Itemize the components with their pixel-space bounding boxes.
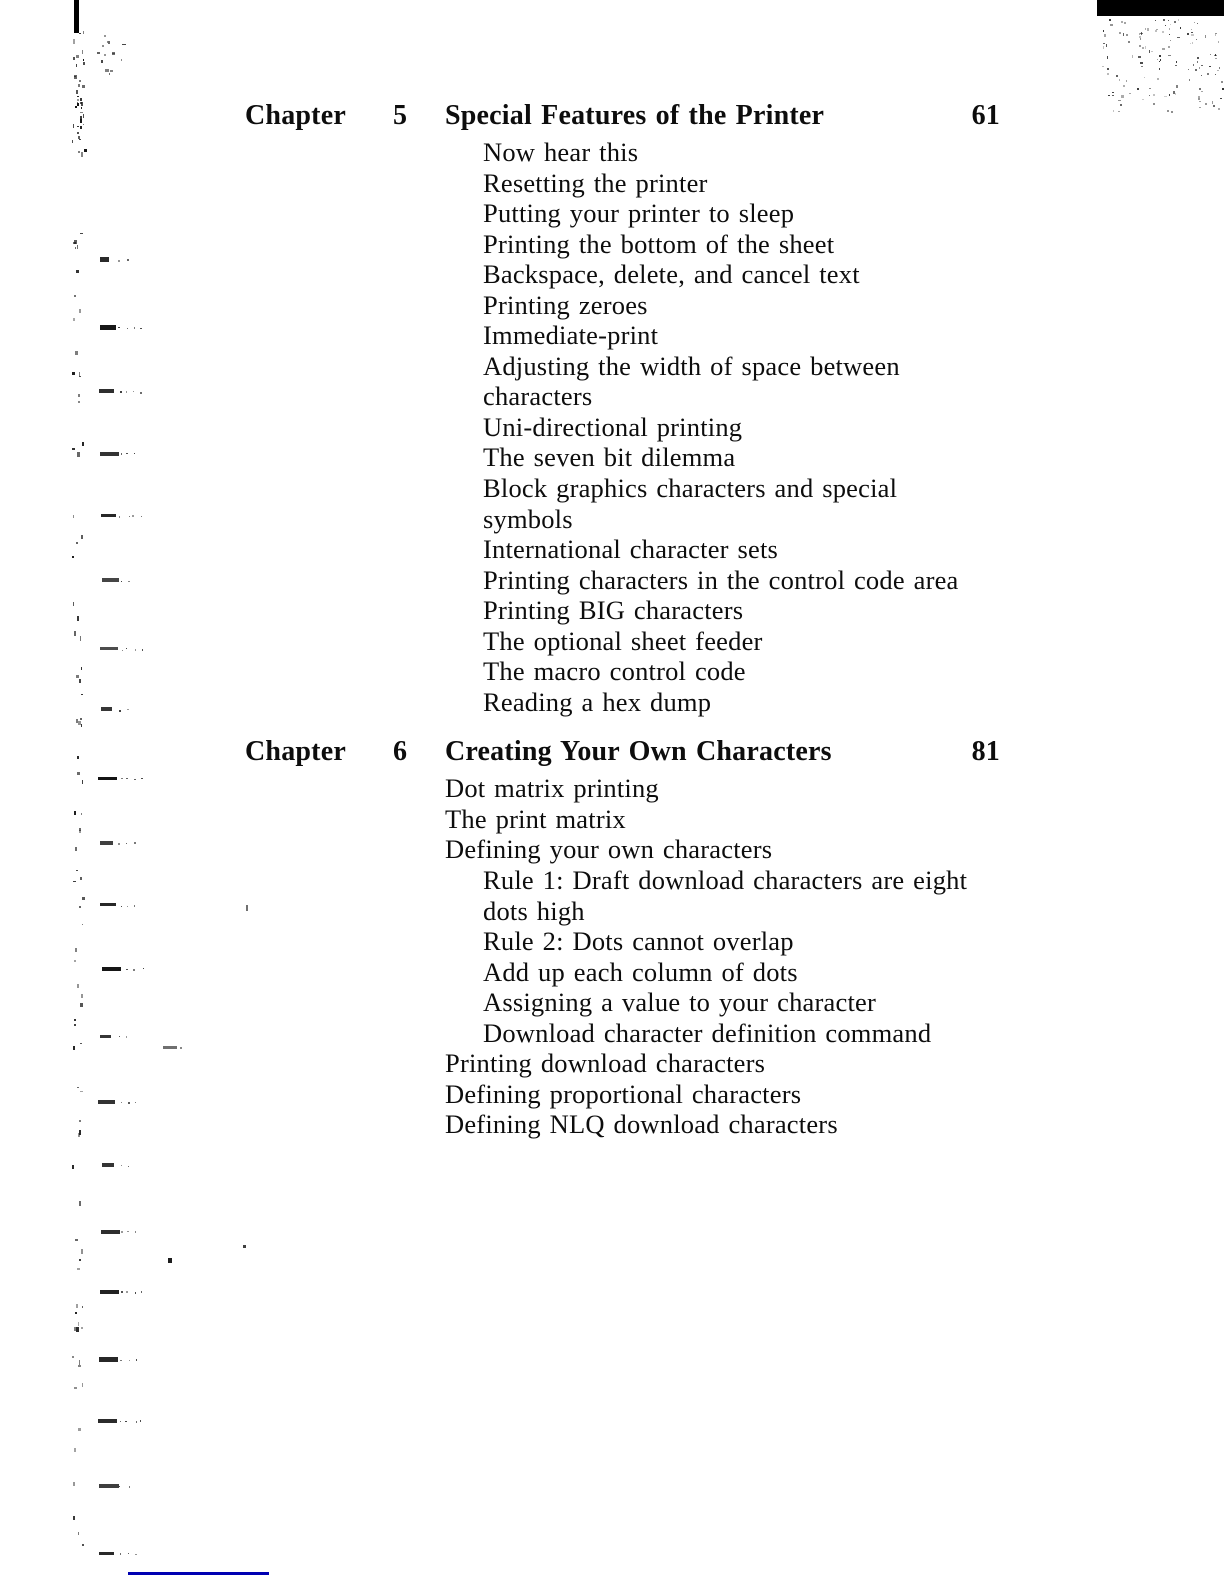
scan-artifact-top-left-bar	[74, 0, 79, 33]
toc-line: Adjusting the width of space between	[483, 350, 900, 381]
toc-line: Rule 2: Dots cannot overlap	[483, 926, 794, 957]
scan-artifact-top-right-bar	[1097, 0, 1224, 16]
toc-line: Reading a hex dump	[483, 686, 712, 717]
chapter-5-toc-lines	[245, 137, 1020, 717]
chapter-6-heading	[245, 736, 1020, 769]
chapter-page-number: 81	[971, 736, 1000, 768]
toc-line: Backspace, delete, and cancel text	[483, 259, 860, 290]
toc-line: The optional sheet feeder	[483, 625, 763, 656]
toc-line: Printing BIG characters	[483, 595, 744, 626]
chapter-5-section	[245, 100, 1020, 717]
toc-line: characters	[483, 381, 593, 412]
chapter-5-heading	[245, 100, 1020, 133]
chapter-number: 6	[393, 736, 408, 768]
toc-line: International character sets	[483, 534, 779, 565]
toc-line: The macro control code	[483, 656, 746, 687]
blue-underline-mark	[128, 1572, 269, 1575]
toc-line: Printing the bottom of the sheet	[483, 228, 835, 259]
toc-line: Printing characters in the control code area	[483, 564, 959, 595]
toc-line: Printing download characters	[445, 1048, 766, 1079]
toc-line: Defining proportional characters	[445, 1078, 802, 1109]
toc-line: Uni-directional printing	[483, 411, 743, 442]
chapter-title: Creating Your Own Characters	[445, 736, 832, 768]
toc-line: Printing zeroes	[483, 289, 648, 320]
toc-line: Resetting the printer	[483, 167, 708, 198]
toc-line: The print matrix	[445, 803, 626, 834]
chapter-6-section	[245, 736, 1020, 1140]
toc-line: Download character definition command	[483, 1017, 932, 1048]
toc-line: Add up each column of dots	[483, 956, 798, 987]
chapter-label: Chapter	[245, 736, 346, 768]
chapter-6-toc-lines	[245, 773, 1020, 1140]
toc-line: Block graphics characters and special	[483, 473, 898, 504]
toc-line: Putting your printer to sleep	[483, 198, 795, 229]
toc-line: symbols	[483, 503, 573, 534]
toc-line: Immediate-print	[483, 320, 659, 351]
toc-line: dots high	[483, 895, 585, 926]
toc-line: Defining NLQ download characters	[445, 1109, 838, 1140]
chapter-title: Special Features of the Printer	[445, 100, 825, 131]
toc-line: Assigning a value to your character	[483, 987, 877, 1018]
toc-line: Now hear this	[483, 137, 639, 167]
chapter-number: 5	[393, 100, 408, 131]
chapter-page-number: 61	[971, 100, 1000, 131]
toc-line: Dot matrix printing	[445, 773, 659, 804]
toc-line: The seven bit dilemma	[483, 442, 736, 473]
toc-line: Rule 1: Draft download characters are eight	[483, 865, 968, 896]
table-of-contents	[245, 100, 1020, 1140]
toc-line: Defining your own characters	[445, 834, 773, 865]
chapter-label: Chapter	[245, 100, 346, 131]
